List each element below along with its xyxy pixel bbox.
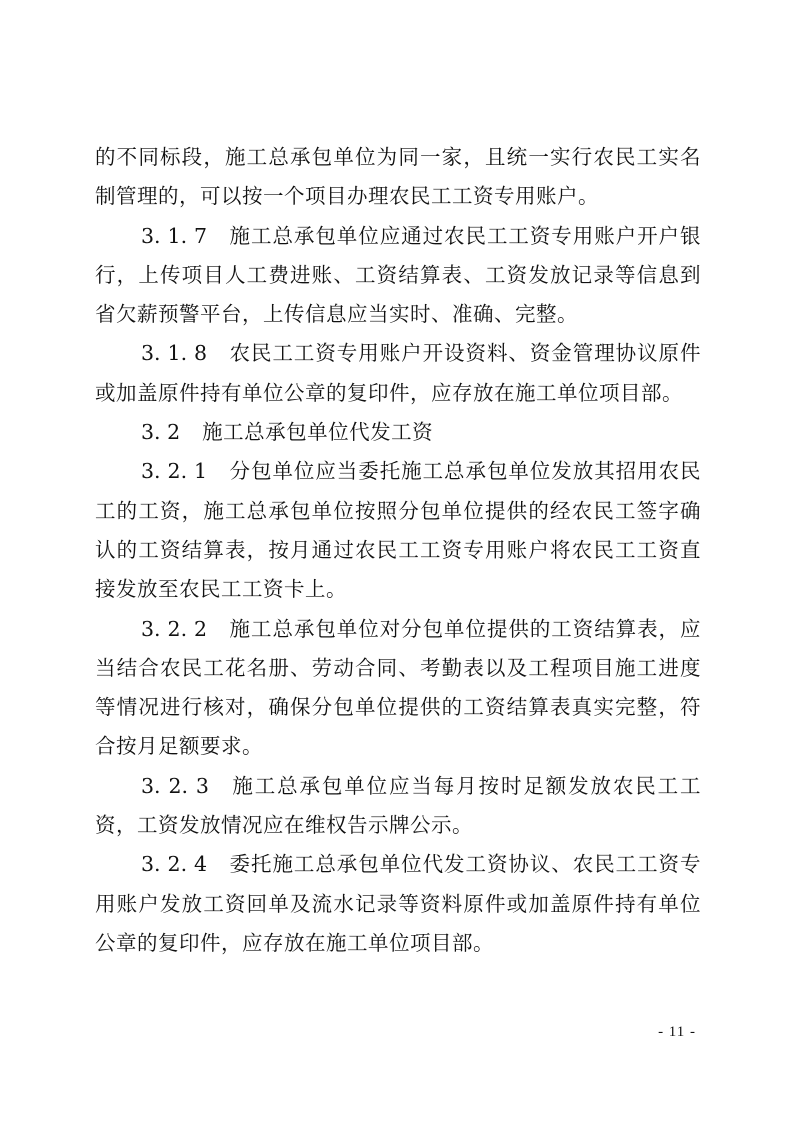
clause-3-2-2 xyxy=(95,610,701,767)
page-number: - 11 - xyxy=(658,1024,696,1040)
document-body xyxy=(95,138,701,963)
clause-3-2-3 xyxy=(95,767,701,846)
section-title: 施工总承包单位代发工资 xyxy=(202,420,434,445)
paragraph-text: 分包单位应当委托施工总承包单位发放其招用农民工的工资，施工总承包单位按照分包单位提供的经农民工签字确认的工资结算表，按月通过农民工工资专用账户将农民工工资直接发放至农民工工资卡上。 xyxy=(95,459,701,602)
clause-3-1-7 xyxy=(95,217,701,335)
paragraph-text: 施工总承包单位应通过农民工工资专用账户开户银行，上传项目人工费进账、工资结算表、工资发放记录等信息到省欠薪预警平台，上传信息应当实时、准确、完整。 xyxy=(95,223,701,327)
clause-number: 3. 2. 3 xyxy=(141,773,209,798)
clause-3-1-8 xyxy=(95,334,701,413)
clause-3-2-4 xyxy=(95,845,701,963)
section-heading-3-2 xyxy=(95,413,701,452)
paragraph-continued xyxy=(95,138,701,217)
section-number: 3. 2 xyxy=(141,420,181,445)
paragraph-text: 农民工工资专用账户开设资料、资金管理协议原件或加盖原件持有单位公章的复印件，应存放在施工单位项目部。 xyxy=(95,341,701,405)
clause-number: 3. 1. 7 xyxy=(141,223,208,248)
paragraph-text: 施工总承包单位应当每月按时足额发放农民工工资，工资发放情况应在维权告示牌公示。 xyxy=(95,773,701,838)
clause-number: 3. 2. 2 xyxy=(141,616,208,641)
paragraph-text: 施工总承包单位对分包单位提供的工资结算表，应当结合农民工花名册、劳动合同、考勤表以及工程项目施工进度等情况进行核对，确保分包单位提供的工资结算表真实完整，符合按月足额要求。 xyxy=(95,616,701,759)
paragraph-text: 委托施工总承包单位代发工资协议、农民工工资专用账户发放工资回单及流水记录等资料原件或加盖原件持有单位公章的复印件，应存放在施工单位项目部。 xyxy=(95,852,701,955)
paragraph-text: 的不同标段，施工总承包单位为同一家，且统一实行农民工实名制管理的，可以按一个项目办理农民工工资专用账户。 xyxy=(95,145,701,209)
clause-number: 3. 2. 1 xyxy=(141,459,208,484)
clause-number: 3. 1. 8 xyxy=(141,341,208,366)
clause-number: 3. 2. 4 xyxy=(141,852,208,877)
clause-3-2-1 xyxy=(95,452,701,609)
